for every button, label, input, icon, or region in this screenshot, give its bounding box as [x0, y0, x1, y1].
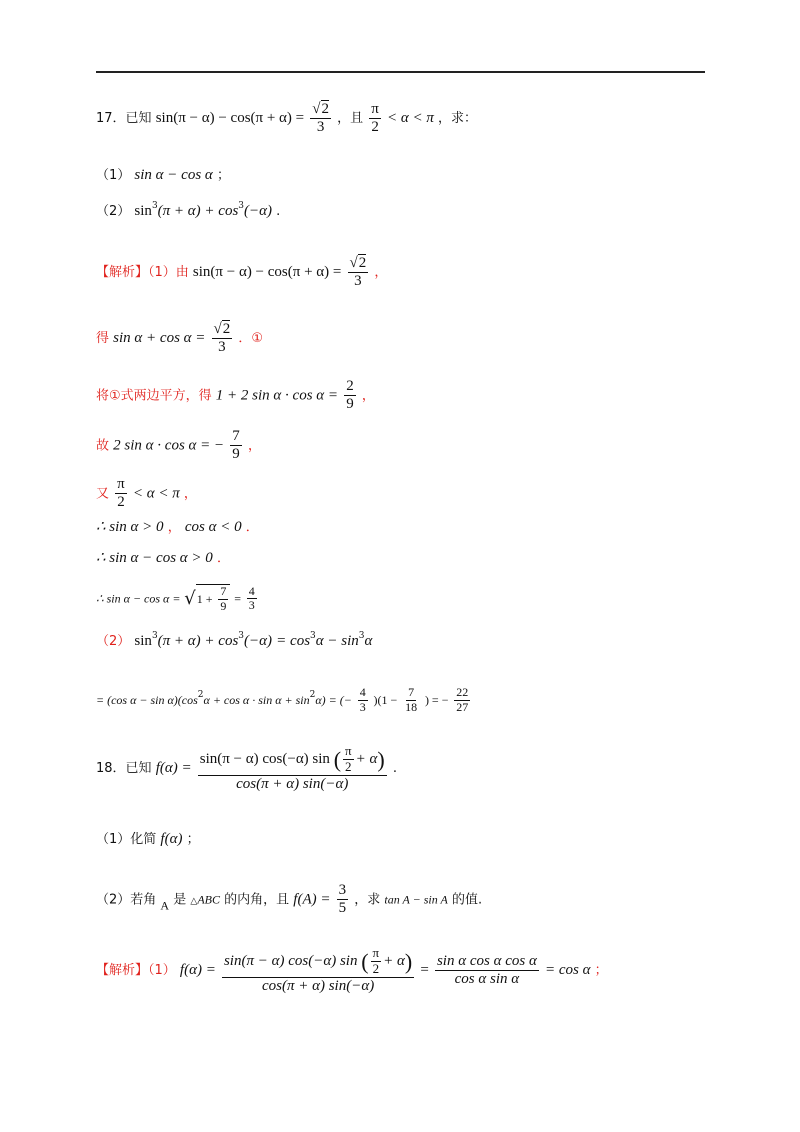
rhs-c: α [364, 633, 373, 649]
den-9: 9 [346, 396, 354, 413]
line2-expr: sin α + cos α = [113, 329, 206, 346]
part2-expr: tan A − sin A [384, 892, 448, 907]
line10-b: α + cos α · sin α + sin [203, 692, 310, 707]
rhs-a: = cos [276, 633, 311, 649]
sol17-line7 [96, 551, 230, 566]
line7-end: ． [216, 551, 230, 566]
angle-A: A [160, 898, 170, 913]
line8-pre: ∴ sin α − cos α = [96, 591, 181, 606]
part1-end: ； [216, 168, 230, 183]
three-fifths [337, 882, 349, 918]
sol17-line1-expr: sin(π − α) − cos(π + α) = [192, 263, 342, 280]
q18-end: . [392, 761, 397, 777]
den-expr: cos(π + α) sin(−α) [236, 775, 349, 792]
part2-end: . [276, 204, 281, 219]
sqrt-sign-icon: √ [184, 587, 196, 609]
two: 2 [345, 758, 352, 774]
q17-ask: ，求： [438, 110, 478, 126]
line2-pre: 得 [96, 330, 110, 346]
den-3: 3 [316, 119, 325, 136]
num2: sin α cos α cos α [435, 953, 539, 971]
num-4: 4 [359, 685, 366, 699]
part1-expr: sin α − cos α [134, 167, 213, 183]
cube-exp: 3 [358, 631, 365, 641]
two: 2 [372, 960, 380, 976]
twenty-two-27ths [454, 686, 470, 715]
four-thirds [358, 686, 368, 715]
part2-expr-c: (−α) [244, 633, 273, 649]
line10-d: )(1 − [373, 692, 398, 707]
f-alpha: f(α) = [155, 760, 192, 777]
part2-tag: （2） [96, 634, 131, 649]
triangle-abc: ABC [197, 892, 220, 907]
sin-text: sin [134, 633, 152, 649]
den-9: 9 [220, 598, 227, 613]
two: 2 [117, 494, 125, 511]
part2-end: 的值. [452, 892, 483, 908]
den-3: 3 [354, 273, 362, 290]
equals: = [420, 962, 429, 979]
den-18: 18 [405, 699, 418, 714]
seven-eighteenths [403, 686, 419, 715]
line3-pre: 将①式两边平方，得 [96, 388, 212, 404]
seven-ninths [230, 428, 242, 464]
num-3: 3 [337, 882, 349, 900]
den-5: 5 [338, 900, 347, 917]
cube-exp: 3 [238, 631, 245, 641]
root2-over-3: $\frac{√2}{3}$ [213, 321, 231, 356]
den-3: 3 [218, 339, 226, 356]
line6-end: ． [245, 520, 259, 535]
num-b: + α [383, 952, 405, 969]
num-a: sin(π − α) cos(−α) sin [223, 952, 358, 969]
sol18-end: ； [594, 963, 608, 979]
q18-label: 18．已知 [96, 761, 152, 777]
result: = cos α [544, 962, 591, 979]
q17-part1 [96, 168, 230, 183]
two-ninths [344, 378, 356, 414]
sol17-line10 [96, 686, 472, 715]
num-22: 22 [456, 685, 469, 699]
part2-label: （2） [96, 204, 131, 219]
cube-exp: 3 [310, 631, 316, 641]
pi: π [115, 476, 127, 494]
num-4: 4 [248, 583, 255, 598]
line6-a: ∴ sin α > 0 [96, 519, 164, 535]
den: cos(π + α) sin(−α) [261, 977, 375, 994]
den-3: 3 [359, 699, 366, 714]
part2-expr-b: (π + α) + cos [157, 203, 239, 219]
header-rule [96, 71, 705, 73]
solution-tag: 【解析】（1）由 [96, 264, 189, 280]
q17-statement [96, 100, 477, 137]
line10-e: ) = − [424, 692, 449, 707]
line6-b: cos α < 0 [184, 519, 242, 535]
four-thirds [247, 585, 257, 614]
q18-fraction: sin(π − α) cos(−α) sin ( $\frac{\pi}{2}$ + α) cos(π + α) sin(−α) [199, 743, 385, 792]
num-2: 2 [344, 378, 356, 396]
line4-pre: 故 [96, 438, 110, 454]
num-7: 7 [408, 685, 415, 699]
q17-part2 [96, 202, 280, 219]
line10-a: = (cos α − sin α)(cos [96, 692, 198, 707]
num-expr-b: + α [355, 750, 378, 767]
pi: π [372, 945, 380, 960]
two: 2 [371, 118, 379, 135]
den2: cos α sin α [454, 971, 520, 988]
square-exp: 2 [197, 689, 204, 700]
q18-part1 [96, 832, 200, 847]
q18-statement [96, 744, 397, 793]
pi: π [345, 743, 352, 758]
solution-tag: 【解析】（1） [96, 963, 176, 979]
root-2: 2 [222, 321, 231, 337]
num-7: 7 [220, 584, 227, 598]
part1-label: （1）化简 [96, 832, 157, 847]
sol17-line1 [96, 254, 387, 291]
triangle-icon: △ [190, 896, 198, 907]
cube-exp: 3 [151, 631, 158, 641]
part2-label: （2）若角 [96, 892, 157, 908]
part2-text: 的内角，且 [224, 892, 290, 908]
q17-pi-over-2 [369, 101, 381, 137]
line-end: ， [374, 264, 388, 280]
line3-expr: 1 + 2 sin α · cos α = [215, 387, 339, 404]
line5-pre: 又 [96, 486, 110, 502]
den-27: 27 [456, 699, 469, 714]
den-3: 3 [248, 598, 255, 613]
sol17-line4 [96, 428, 261, 464]
q18-part2 [96, 882, 482, 918]
part2-expr-b: (π + α) + cos [157, 633, 239, 649]
sol17-line2 [96, 320, 263, 357]
cube-exp: 3 [238, 201, 245, 211]
part1-end: ； [186, 832, 200, 847]
sin-text: sin [134, 203, 152, 219]
line6-sep: ， [167, 520, 181, 535]
q17-root2-over-3: $\frac{√2}{3}$ [312, 101, 329, 136]
part2-is: 是 [173, 892, 187, 908]
line8-eq: = [234, 591, 241, 606]
root2-over-3: $\frac{√2}{3}$ [349, 255, 367, 290]
simplified-fraction [435, 953, 539, 989]
square-exp: 2 [309, 689, 316, 700]
f-alpha-only: f(α) [160, 831, 183, 847]
seven-ninths [218, 585, 228, 614]
sqrt-body [196, 584, 231, 614]
sol17-line3 [96, 378, 375, 414]
pi-over-2 [115, 476, 127, 512]
line5-end: ， [183, 486, 197, 502]
part1-label: （1） [96, 168, 131, 183]
line7-expr: ∴ sin α − cos α > 0 [96, 550, 213, 566]
line8-in: 1 + [196, 591, 213, 606]
f-A: f(A) = [293, 891, 331, 908]
sol17-line8 [96, 584, 259, 614]
q17-range: < α < π [387, 109, 434, 126]
part2-ask: ，求 [354, 892, 381, 908]
part2-expr-c: (−α) [244, 203, 273, 219]
sol18-line1 [96, 946, 608, 995]
sol17-part2-line [96, 632, 372, 649]
line10-c: α) = (− [315, 692, 352, 707]
line5-tail: < α < π [132, 485, 180, 502]
sol17-line5 [96, 476, 197, 512]
q17-comma-and: ，且 [337, 110, 364, 126]
q17-given-expr: sin(π − α) − cos(π + α) = [155, 109, 305, 126]
sol17-line6 [96, 520, 259, 535]
q17-label: 17．已知 [96, 110, 152, 126]
line2-end: ．① [238, 330, 264, 346]
line4-end: ， [247, 438, 261, 454]
line3-end: ， [361, 388, 375, 404]
f-alpha: f(α) = [179, 962, 216, 979]
sol18-fraction: sin(π − α) cos(−α) sin ( $\frac{\pi}{2}$ + α) cos(π + α) sin(−α) [223, 945, 413, 994]
num-expr-a: sin(π − α) cos(−α) sin [199, 750, 330, 767]
den-9: 9 [232, 446, 240, 463]
num-7: 7 [230, 428, 242, 446]
root-2: 2 [321, 101, 329, 117]
cube-exp: 3 [151, 201, 158, 211]
line4-expr: 2 sin α · cos α = − [113, 437, 225, 454]
root-2: 2 [358, 255, 367, 271]
rhs-b: α − sin [315, 633, 359, 649]
pi: π [369, 101, 381, 119]
